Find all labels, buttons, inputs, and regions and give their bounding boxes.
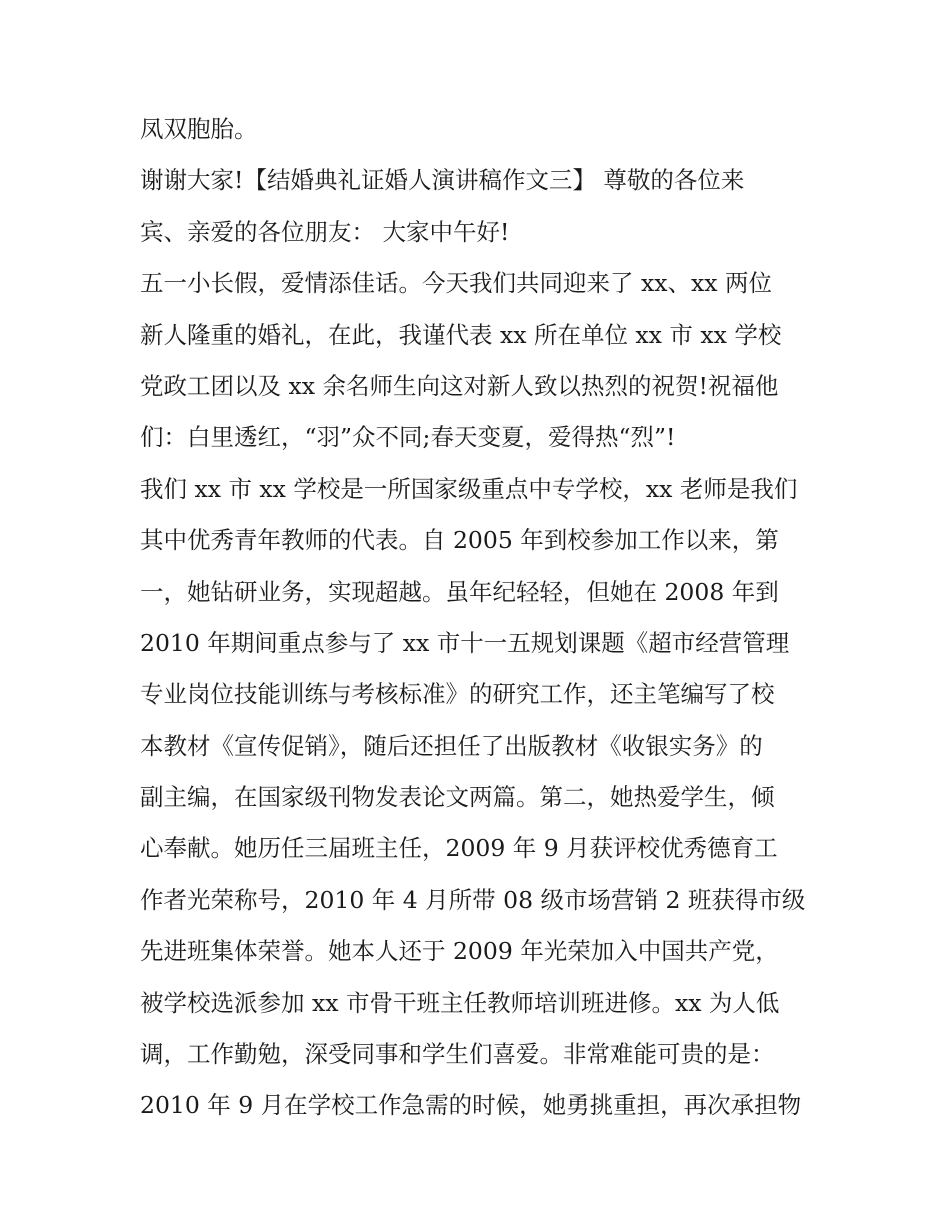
text-line: 我们 xx 市 xx 学校是一所国家级重点中专学校，xx 老师是我们 [140, 474, 798, 503]
text-line: 其中优秀青年教师的代表。自 2005 年到校参加工作以来，第 [140, 526, 779, 555]
text-line: 先进班集体荣誉。她本人还于 2009 年光荣加入中国共产党， [140, 937, 779, 966]
text-line: 党政工团以及 xx 余名师生向这对新人致以热烈的祝贺!祝福他 [140, 371, 779, 400]
text-line: 们：白里透红，“羽”众不同;春天变夏，爱得热“烈”! [140, 423, 676, 452]
text-line: 本教材《宣传促销》，随后还担任了出版教材《收银实务》的 [140, 731, 763, 760]
text-line: 凤双胞胎。 [140, 115, 258, 143]
text-line: 调，工作勤勉，深受同事和学生们喜爱。非常难能可贵的是： [140, 1040, 775, 1069]
text-line: 2010 年 9 月在学校工作急需的时候，她勇挑重担，再次承担物 [140, 1091, 802, 1120]
text-line: 新人隆重的婚礼，在此，我谨代表 xx 所在单位 xx 市 xx 学校 [140, 320, 782, 349]
text-line: 专业岗位技能训练与考核标准》的研究工作，还主笔编写了校 [140, 680, 775, 709]
text-line: 宾、亲爱的各位朋友： 大家中午好! [140, 217, 510, 246]
body-text [140, 104, 840, 1132]
text-line: 五一小长假，爱情添佳话。今天我们共同迎来了 xx、xx 两位 [140, 269, 772, 298]
text-line: 一，她钻研业务，实现超越。虽年纪轻轻，但她在 2008 年到 [140, 577, 779, 606]
text-line: 心奉献。她历任三届班主任，2009 年 9 月获评校优秀德育工 [140, 834, 778, 863]
text-line: 2010 年期间重点参与了 xx 市十一五规划课题《超市经营管理 [140, 628, 790, 657]
text-line: 谢谢大家!【结婚典礼证婚人演讲稿作文三】 尊敬的各位来 [140, 166, 745, 195]
text-line: 副主编，在国家级刊物发表论文两篇。第二，她热爱学生，倾 [140, 783, 775, 812]
text-line: 被学校选派参加 xx 市骨干班主任教师培训班进修。xx 为人低 [140, 988, 780, 1017]
text-line: 作者光荣称号，2010 年 4 月所带 08 级市场营销 2 班获得市级 [140, 885, 806, 914]
